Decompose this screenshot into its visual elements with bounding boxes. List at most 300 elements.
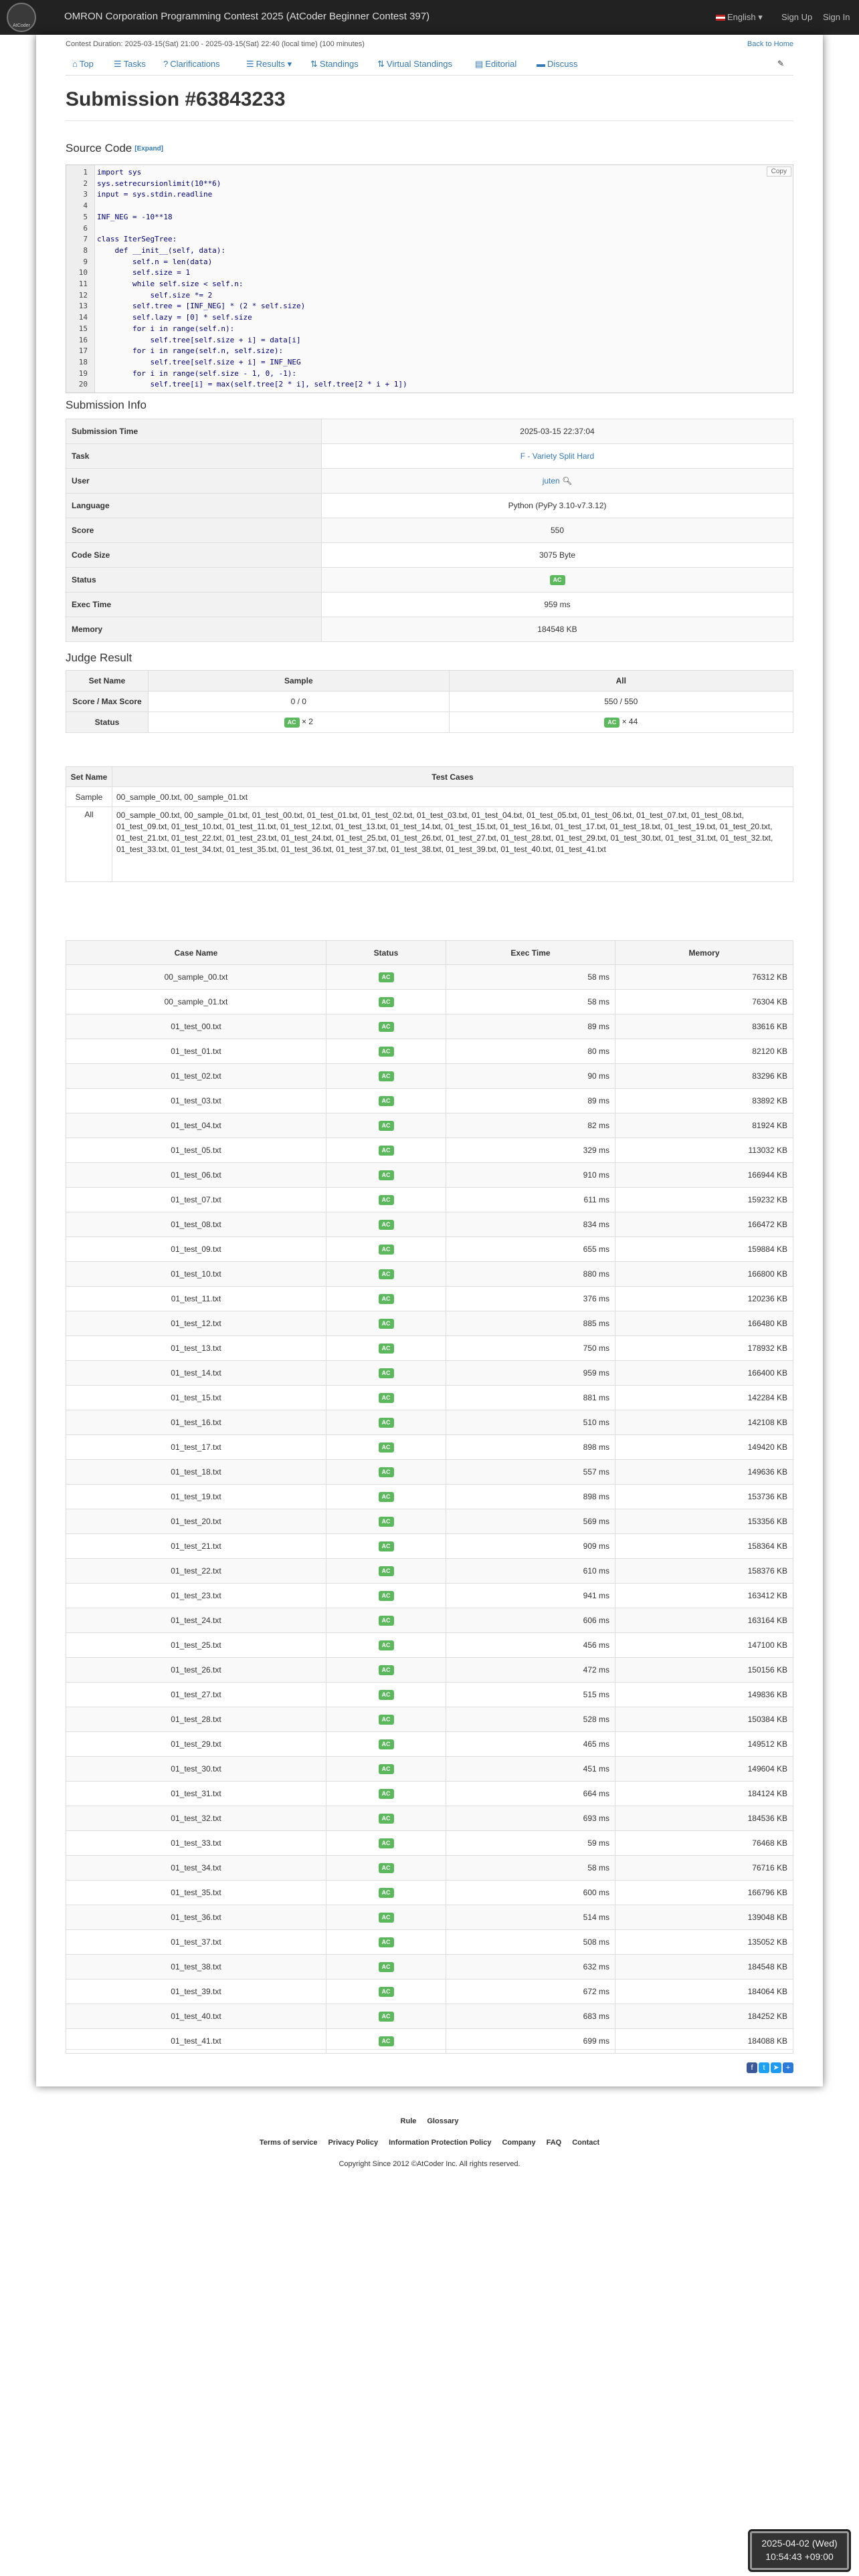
table-row (66, 1905, 793, 1930)
facebook-icon[interactable]: f (747, 2062, 757, 2073)
memory: 150384 KB (615, 1707, 793, 1732)
exec-time: 89 ms (446, 1089, 615, 1113)
status-badge: AC (379, 997, 394, 1007)
table-row (66, 1163, 793, 1188)
status-cell (326, 965, 446, 990)
exec-time: 664 ms (446, 1782, 615, 1806)
divider (66, 120, 793, 121)
code-text: def __init__(self, data): (97, 245, 226, 255)
page-title: Submission #63843233 (66, 88, 286, 110)
status-badge: AC (379, 2012, 394, 2022)
memory: 158364 KB (615, 1534, 793, 1559)
twitter-icon[interactable]: t (759, 2062, 769, 2073)
line-number: 7 (83, 235, 88, 244)
status-badge: AC (550, 575, 565, 585)
status-cell (326, 1089, 446, 1113)
table-row (66, 2004, 793, 2029)
status-badge: AC (379, 1937, 394, 1947)
memory: 184124 KB (615, 1782, 793, 1806)
status-cell (326, 1831, 446, 1856)
exec-time: 885 ms (446, 1311, 615, 1336)
main-container (36, 35, 823, 2086)
line-number: 9 (83, 257, 88, 266)
exec-time: 632 ms (446, 1955, 615, 1979)
tab-discuss[interactable] (537, 59, 578, 69)
exec-time: 898 ms (446, 1435, 615, 1460)
source-code-heading (66, 142, 163, 155)
exec-time: 610 ms (446, 1559, 615, 1584)
case-name: 01_test_09.txt (66, 1237, 326, 1262)
column-header: Case Name (66, 941, 326, 965)
table-row (66, 1485, 793, 1509)
column-header: Memory (615, 941, 793, 965)
memory: 149604 KB (615, 1757, 793, 1782)
exec-time: 881 ms (446, 1386, 615, 1410)
exec-time: 59 ms (446, 1831, 615, 1856)
status-cell (326, 1113, 446, 1138)
table-row (66, 469, 793, 494)
exec-time: 456 ms (446, 1633, 615, 1658)
table-row (66, 568, 793, 593)
line-number: 12 (78, 290, 88, 300)
status-cell (326, 1460, 446, 1485)
task-link[interactable]: F - Variety Split Hard (520, 451, 595, 461)
code-line (66, 313, 793, 322)
table-row (66, 1311, 793, 1336)
table-row (66, 1831, 793, 1856)
status-badge: AC (379, 1071, 394, 1081)
exec-time: 80 ms (446, 1039, 615, 1064)
code-text: for i in range(self.size - 1, 0, -1): (97, 368, 297, 378)
table-row (66, 767, 793, 787)
case-name: 01_test_23.txt (66, 1584, 326, 1608)
status-cell (326, 1806, 446, 1831)
table-row (66, 444, 793, 469)
table-row (66, 518, 793, 543)
sign-in-link[interactable]: Sign In (823, 12, 850, 22)
language-dropdown[interactable]: English ▾ (716, 12, 763, 23)
memory: 135052 KB (615, 1930, 793, 1955)
exec-time: 465 ms (446, 1732, 615, 1757)
memory: 184536 KB (615, 1806, 793, 1831)
exec-time: 557 ms (446, 1460, 615, 1485)
tab-label: Virtual Standings (386, 59, 452, 69)
terms-link[interactable]: Terms of service (259, 2139, 318, 2147)
memory: 76716 KB (615, 1856, 793, 1881)
sample-score: 0 / 0 (149, 691, 450, 712)
exec-time: 606 ms (446, 1608, 615, 1633)
search-icon[interactable]: 🔍︎ (562, 476, 573, 486)
status-badge: AC (379, 1146, 394, 1156)
status-badge: AC (379, 1640, 394, 1650)
status-cell (326, 1534, 446, 1559)
status-cell (326, 1584, 446, 1608)
score-value: 550 (322, 518, 793, 543)
tab-label: Standings (319, 59, 359, 69)
exec-time: 909 ms (446, 1534, 615, 1559)
table-row (66, 617, 793, 642)
table-row (66, 1881, 793, 1905)
table-row (66, 1509, 793, 1534)
case-name: 01_test_34.txt (66, 1856, 326, 1881)
footer-links-primary (0, 2117, 859, 2125)
memory: 149512 KB (615, 1732, 793, 1757)
exec-time: 959 ms (446, 1361, 615, 1386)
table-row (66, 787, 793, 807)
status-cell (326, 1683, 446, 1707)
status-cell (326, 1410, 446, 1435)
tab-label: Top (79, 59, 94, 69)
status-badge: AC (379, 1888, 394, 1898)
exec-time: 90 ms (446, 1064, 615, 1089)
line-number: 3 (83, 190, 88, 199)
status-cell (326, 1485, 446, 1509)
status-badge: AC (379, 1269, 394, 1279)
case-name: 01_test_32.txt (66, 1806, 326, 1831)
book-icon: ▤ (475, 59, 484, 69)
table-row (66, 1757, 793, 1782)
set-cases: 00_sample_00.txt, 00_sample_01.txt (112, 787, 793, 807)
memory: 184548 KB (615, 1955, 793, 1979)
table-row (66, 1460, 793, 1485)
sample-status-count: × 2 (301, 717, 313, 726)
row-label: Language (66, 494, 322, 518)
list-icon: ☰ (114, 59, 122, 69)
status-cell (326, 1138, 446, 1163)
table-row (66, 671, 793, 691)
exec-time: 376 ms (446, 1287, 615, 1311)
exec-time: 58 ms (446, 965, 615, 990)
status-badge: AC (604, 718, 619, 728)
tab-clarifications[interactable] (163, 59, 220, 69)
exec-time: 880 ms (446, 1262, 615, 1287)
expand-link[interactable]: [Expand] (134, 145, 164, 153)
user-link[interactable]: juten (542, 476, 560, 486)
code-line (66, 302, 793, 311)
judge-result-heading: Judge Result (66, 651, 132, 664)
test-case-sets-table (66, 766, 793, 882)
table-row (66, 1039, 793, 1064)
memory: 166480 KB (615, 1311, 793, 1336)
status-cell (326, 1014, 446, 1039)
status-cell (326, 1881, 446, 1905)
judge-result-table (66, 670, 793, 733)
status-cell (326, 1905, 446, 1930)
status-cell (326, 1163, 446, 1188)
case-name: 00_sample_00.txt (66, 965, 326, 990)
case-name: 01_test_26.txt (66, 1658, 326, 1683)
table-row (66, 1386, 793, 1410)
table-row (66, 1979, 793, 2004)
exec-time: 672 ms (446, 1979, 615, 2004)
logo-text: AtCoder (13, 23, 30, 28)
status-badge: AC (379, 1913, 394, 1923)
company-link[interactable]: Company (502, 2139, 536, 2147)
case-name: 01_test_05.txt (66, 1138, 326, 1163)
status-cell (326, 1386, 446, 1410)
memory-value: 184548 KB (322, 617, 793, 642)
case-name: 01_test_29.txt (66, 1732, 326, 1757)
language-value: Python (PyPy 3.10-v7.3.12) (322, 494, 793, 518)
case-name: 01_test_35.txt (66, 1881, 326, 1905)
memory: 184064 KB (615, 1979, 793, 2004)
status-cell (326, 1856, 446, 1881)
status-badge: AC (379, 1393, 394, 1403)
table-row (66, 1287, 793, 1311)
copyright: Copyright Since 2012 ©AtCoder Inc. All rights reserved. (339, 2160, 520, 2168)
table-row (66, 1930, 793, 1955)
status-cell (326, 1435, 446, 1460)
status-cell (326, 990, 446, 1014)
top-navbar (0, 0, 859, 35)
case-name: 01_test_36.txt (66, 1905, 326, 1930)
status-badge: AC (379, 1690, 394, 1700)
column-header: Set Name (66, 671, 149, 691)
status-badge: AC (379, 1344, 394, 1354)
code-text: for i in range(self.n, self.size): (97, 346, 284, 356)
table-row (66, 1064, 793, 1089)
case-name: 01_test_08.txt (66, 1212, 326, 1237)
table-row (66, 1262, 793, 1287)
submission-info-table (66, 419, 793, 642)
tab-label: Clarifications (170, 59, 220, 69)
exec-time: 910 ms (446, 1163, 615, 1188)
code-text: self.size = 1 (97, 268, 191, 278)
status-cell (326, 1237, 446, 1262)
exec-time: 683 ms (446, 2004, 615, 2029)
case-name: 01_test_19.txt (66, 1485, 326, 1509)
exec-time: 600 ms (446, 1881, 615, 1905)
column-header: Test Cases (112, 767, 793, 787)
table-row (66, 1955, 793, 1979)
glossary-link[interactable]: Glossary (427, 2117, 459, 2125)
all-status-count: × 44 (622, 717, 638, 726)
contest-tabs (66, 55, 793, 76)
tab-label: Editorial (485, 59, 517, 69)
rule-link[interactable]: Rule (400, 2117, 417, 2125)
exec-time: 611 ms (446, 1188, 615, 1212)
telegram-icon[interactable]: ➤ (771, 2062, 781, 2073)
set-name: All (66, 807, 112, 882)
copy-button[interactable]: Copy (767, 167, 791, 177)
test-cases-table (66, 940, 793, 2054)
exec-time: 941 ms (446, 1584, 615, 1608)
exec-time: 58 ms (446, 990, 615, 1014)
table-row (66, 494, 793, 518)
home-icon: ⌂ (72, 59, 78, 69)
all-score: 550 / 550 (449, 691, 793, 712)
tab-top[interactable] (72, 59, 94, 69)
code-text: sys.setrecursionlimit(10**6) (97, 179, 221, 188)
row-label: Score / Max Score (66, 691, 149, 712)
row-label: Status (66, 712, 149, 733)
code-text: INF_NEG = -10**18 (97, 212, 173, 221)
status-badge: AC (379, 1566, 394, 1576)
code-text: input = sys.stdin.readline (97, 190, 213, 199)
privacy-link[interactable]: Privacy Policy (328, 2139, 379, 2147)
exec-time: 510 ms (446, 1410, 615, 1435)
code-line (66, 291, 793, 300)
code-line (66, 336, 793, 345)
status-cell (326, 1979, 446, 2004)
case-name: 01_test_18.txt (66, 1460, 326, 1485)
table-row (66, 1608, 793, 1633)
status-badge: AC (379, 1245, 394, 1255)
case-name: 01_test_13.txt (66, 1336, 326, 1361)
table-row (66, 1410, 793, 1435)
line-number: 15 (78, 324, 88, 333)
list-icon: ☰ (246, 59, 254, 69)
exec-time: 655 ms (446, 1237, 615, 1262)
contest-title[interactable]: OMRON Corporation Programming Contest 2025 (AtCoder Beginner Contest 397) (64, 11, 430, 22)
table-header-row (66, 941, 793, 965)
status-badge: AC (379, 2036, 394, 2046)
code-text: self.n = len(data) (97, 257, 213, 266)
set-cases: 00_sample_00.txt, 00_sample_01.txt, 01_test_00.txt, 01_test_01.txt, 01_test_02.txt, 01_test_03.txt, 01_test_04.txt, 01_test_05.txt, 01_test_06.txt, 01_test_07.txt, 01_test_08.txt, 01_test_09.txt, 01_test_10.txt, 01_test_11.txt, 01_test_12.txt, 01_test_13.txt, 01_test_14.txt, 01_test_15.txt, 01_test_16.txt, 01_test_17.txt, 01_test_18.txt, 01_test_19.txt, 01_test_20.txt, 01_test_21.txt, 01_test_22.txt, 01_test_23.txt, 01_test_24.txt, 01_test_25.txt, 01_test_26.txt, 01_test_27.txt, 01_test_28.txt, 01_test_29.txt, 01_test_30.txt, 01_test_31.txt, 01_test_32.txt, 01_test_33.txt, 01_test_34.txt, 01_test_35.txt, 01_test_36.txt, 01_test_37.txt, 01_test_38.txt, 01_test_39.txt, 01_test_40.txt, 01_test_41.txt (112, 807, 793, 882)
memory: 166400 KB (615, 1361, 793, 1386)
atcoder-logo[interactable] (7, 3, 36, 32)
code-line (66, 369, 793, 379)
code-line (66, 190, 793, 199)
status-cell (326, 1782, 446, 1806)
case-name: 01_test_41.txt (66, 2029, 326, 2054)
faq-link[interactable]: FAQ (546, 2139, 562, 2147)
code-line (66, 380, 793, 389)
exec-time: 472 ms (446, 1658, 615, 1683)
status-cell (326, 1732, 446, 1757)
flag-icon (716, 15, 725, 21)
heading-text: Source Code (66, 142, 132, 154)
tab-virtual-standings[interactable] (377, 59, 452, 70)
status-badge: AC (379, 1838, 394, 1848)
contact-link[interactable]: Contact (572, 2139, 600, 2147)
memory: 139048 KB (615, 1905, 793, 1930)
row-label: User (66, 469, 322, 494)
case-name: 01_test_27.txt (66, 1683, 326, 1707)
code-text: self.tree[i] = max(self.tree[2 * i], self.tree[2 * i + 1]) (97, 380, 407, 389)
line-number: 19 (78, 368, 88, 378)
case-name: 01_test_04.txt (66, 1113, 326, 1138)
status-badge: AC (379, 1467, 394, 1477)
status-badge: AC (379, 1962, 394, 1972)
plus-icon[interactable]: + (783, 2062, 793, 2073)
exec-time: 528 ms (446, 1707, 615, 1732)
status-badge: AC (379, 1616, 394, 1626)
table-row (66, 1559, 793, 1584)
exec-time: 699 ms (446, 2029, 615, 2054)
tab-editorial[interactable] (475, 59, 516, 70)
status-badge: AC (379, 1863, 394, 1873)
exec-time: 514 ms (446, 1905, 615, 1930)
exec-time: 750 ms (446, 1336, 615, 1361)
status-badge: AC (379, 1047, 394, 1057)
footer-links-secondary (0, 2139, 859, 2147)
case-name: 01_test_20.txt (66, 1509, 326, 1534)
status-badge: AC (379, 1789, 394, 1799)
status-badge: AC (379, 1517, 394, 1527)
memory: 76304 KB (615, 990, 793, 1014)
sign-up-link[interactable]: Sign Up (781, 12, 813, 22)
code-text: self.tree[self.size + i] = data[i] (97, 335, 301, 344)
clock-time: 10:54:43 +09:00 (765, 2551, 834, 2562)
sort-icon: ⇅ (310, 59, 318, 69)
code-text: self.lazy = [0] * self.size (97, 313, 252, 322)
status-cell (326, 1608, 446, 1633)
case-name: 01_test_00.txt (66, 1014, 326, 1039)
column-header: Sample (149, 671, 450, 691)
tab-label: Results ▾ (256, 59, 292, 69)
tab-tasks[interactable] (114, 59, 146, 70)
table-row (66, 1089, 793, 1113)
case-name: 01_test_24.txt (66, 1608, 326, 1633)
table-row (66, 1435, 793, 1460)
status-cell (326, 1707, 446, 1732)
code-line (66, 358, 793, 367)
table-row (66, 419, 793, 444)
exec-time: 89 ms (446, 1014, 615, 1039)
memory: 81924 KB (615, 1113, 793, 1138)
case-name: 01_test_03.txt (66, 1089, 326, 1113)
memory: 142108 KB (615, 1410, 793, 1435)
tab-standings[interactable] (310, 59, 359, 70)
case-name: 01_test_01.txt (66, 1039, 326, 1064)
memory: 184088 KB (615, 2029, 793, 2054)
code-text: self.tree = [INF_NEG] * (2 * self.size) (97, 302, 306, 311)
exec-time: 569 ms (446, 1509, 615, 1534)
code-text: class IterSegTree: (97, 235, 177, 244)
exec-time: 451 ms (446, 1757, 615, 1782)
back-home-link[interactable]: Back to Home (747, 40, 793, 48)
code-line (66, 346, 793, 356)
case-name: 01_test_39.txt (66, 1979, 326, 2004)
exec-time: 58 ms (446, 1856, 615, 1881)
table-row (66, 1212, 793, 1237)
status-badge: AC (379, 1170, 394, 1180)
status-badge: AC (379, 1319, 394, 1329)
code-line (66, 268, 793, 278)
status-cell (326, 1262, 446, 1287)
status-cell (326, 1336, 446, 1361)
status-badge: AC (379, 1220, 394, 1230)
memory: 150156 KB (615, 1658, 793, 1683)
exec-time: 515 ms (446, 1683, 615, 1707)
code-text: for i in range(self.n): (97, 324, 235, 333)
exec-time: 898 ms (446, 1485, 615, 1509)
fixed-clock (748, 2529, 851, 2572)
memory: 158376 KB (615, 1559, 793, 1584)
row-label: Submission Time (66, 419, 322, 444)
source-code-block[interactable] (66, 165, 793, 393)
status-badge: AC (379, 1764, 394, 1774)
case-name: 01_test_02.txt (66, 1064, 326, 1089)
status-badge: AC (379, 1715, 394, 1725)
pin-icon[interactable]: ✎ (777, 59, 784, 68)
tab-results[interactable] (246, 59, 292, 70)
memory: 76312 KB (615, 965, 793, 990)
clock-date: 2025-04-02 (Wed) (761, 2538, 838, 2549)
status-cell (326, 1559, 446, 1584)
status-badge: AC (379, 1541, 394, 1551)
status-cell (326, 1287, 446, 1311)
memory: 163412 KB (615, 1584, 793, 1608)
memory: 166800 KB (615, 1262, 793, 1287)
table-row (66, 1707, 793, 1732)
info-protection-link[interactable]: Information Protection Policy (389, 2139, 492, 2147)
line-number: 5 (83, 212, 88, 221)
table-row (66, 1633, 793, 1658)
case-name: 01_test_25.txt (66, 1633, 326, 1658)
status-cell (326, 1633, 446, 1658)
